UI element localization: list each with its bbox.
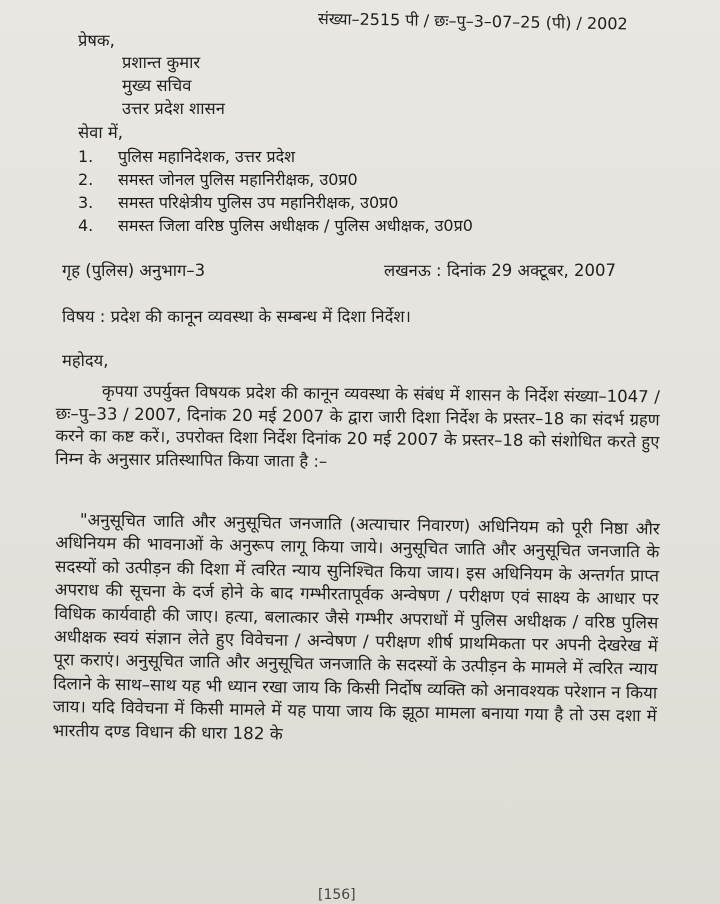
sender-label: प्रेषक, [78, 31, 115, 50]
body-paragraph-1: कृपया उपर्युक्त विषयक प्रदेश की कानून व्यवस्था के संबंध में शासन के निर्देश संख्या–1047 / छः–पु–33 / 2007, दिनांक 20 मई 2007 के द्वारा जारी दिशा निर्देश के प्रस्तर–18 का संदर्भ ग्रहण करने का कष्ट करें।, उपरोक्त दिशा निर्देश दिनांक 20 मई 2007 के प्रस्तर–18 को संशोधित करते हुए निम्न के अनुसार प्रतिस्थापित किया जाता है :– [55, 381, 660, 471]
body-paragraph-2: "अनुसूचित जाति और अनुसूचित जनजाति (अत्याचार निवारण) अधिनियम को पूरी निष्ठा और अधिनियम की भावनाओं के अनुरूप लागू किया जाये। अनुसूचित जाति और अनुसूचित जनजाति के सदस्यों को उत्पीड़न की दिशा में त्वरित न्याय सुनिश्चित किया जाय। इस अधिनियम के अन्तर्गत प्राप्त अपराध की सूचना के दर्ज होने के बाद गम्भीरतापूर्वक अन्वेषण / परीक्षण एवं साक्ष्य के आधार पर विधिक कार्यवाही की जाए। हत्या, बलात्कार जैसे गम्भीर अपराधों में पुलिस अधीक्षक / वरिष्ठ पुलिस अधीक्षक स्वयं संज्ञान लेते हुए विवेचना / अन्वेषण / परीक्षण शीर्ष प्राथमिकता पर अपनी देखरेख में पूरा कराएं। अनुसूचित जाति और अनुसूचित जनजाति के सदस्यों के उत्पीड़न के मामले में त्वरित न्याय दिलाने के साथ–साथ यह भी ध्यान रखा जाय कि किसी निर्दोष व्यक्ति को अनावश्यक परेशान न किया जाय। यदि विवेचना में किसी मामले में यह पाया जाय कि झूठा मामला बनाया गया है तो उस दशा में भारतीय दण्ड विधान की धारा 182 के [52, 509, 660, 744]
sender-name: प्रशान्त कुमार [122, 53, 201, 72]
recipient-text: समस्त जिला वरिष्ठ पुलिस अधीक्षक / पुलिस अधीक्षक, उ0प्र0 [118, 216, 473, 235]
recipient-item [78, 215, 473, 237]
subject-line: विषय : प्रदेश की कानून व्यवस्था के सम्बन्ध में दिशा निर्देश। [62, 307, 411, 326]
reference-number: संख्या–2515 पी / छः–पु–3–07–25 (पी) / 2002 [317, 9, 628, 34]
place-date: लखनऊ : दिनांक 29 अक्टूबर, 2007 [384, 261, 617, 280]
recipient-item [78, 192, 398, 214]
department: गृह (पुलिस) अनुभाग–3 [62, 261, 206, 280]
recipient-item [78, 146, 295, 168]
recipient-number: 3. [78, 193, 94, 212]
sender-government: उत्तर प्रदेश शासन [122, 99, 225, 118]
recipient-text: समस्त परिक्षेत्रीय पुलिस उप महानिरीक्षक, उ0प्र0 [118, 193, 399, 212]
recipient-label: सेवा में, [78, 123, 123, 142]
recipient-item [78, 169, 358, 191]
recipient-text: पुलिस महानिदेशक, उत्तर प्रदेश [118, 147, 295, 166]
salutation: महोदय, [62, 351, 109, 370]
recipient-number: 2. [78, 170, 94, 189]
recipient-number: 1. [78, 147, 94, 166]
recipient-number: 4. [78, 216, 94, 235]
recipient-text: समस्त जोनल पुलिस महानिरीक्षक, उ0प्र0 [118, 170, 358, 189]
page-number: [156] [318, 887, 356, 903]
sender-designation: मुख्य सचिव [122, 76, 192, 95]
